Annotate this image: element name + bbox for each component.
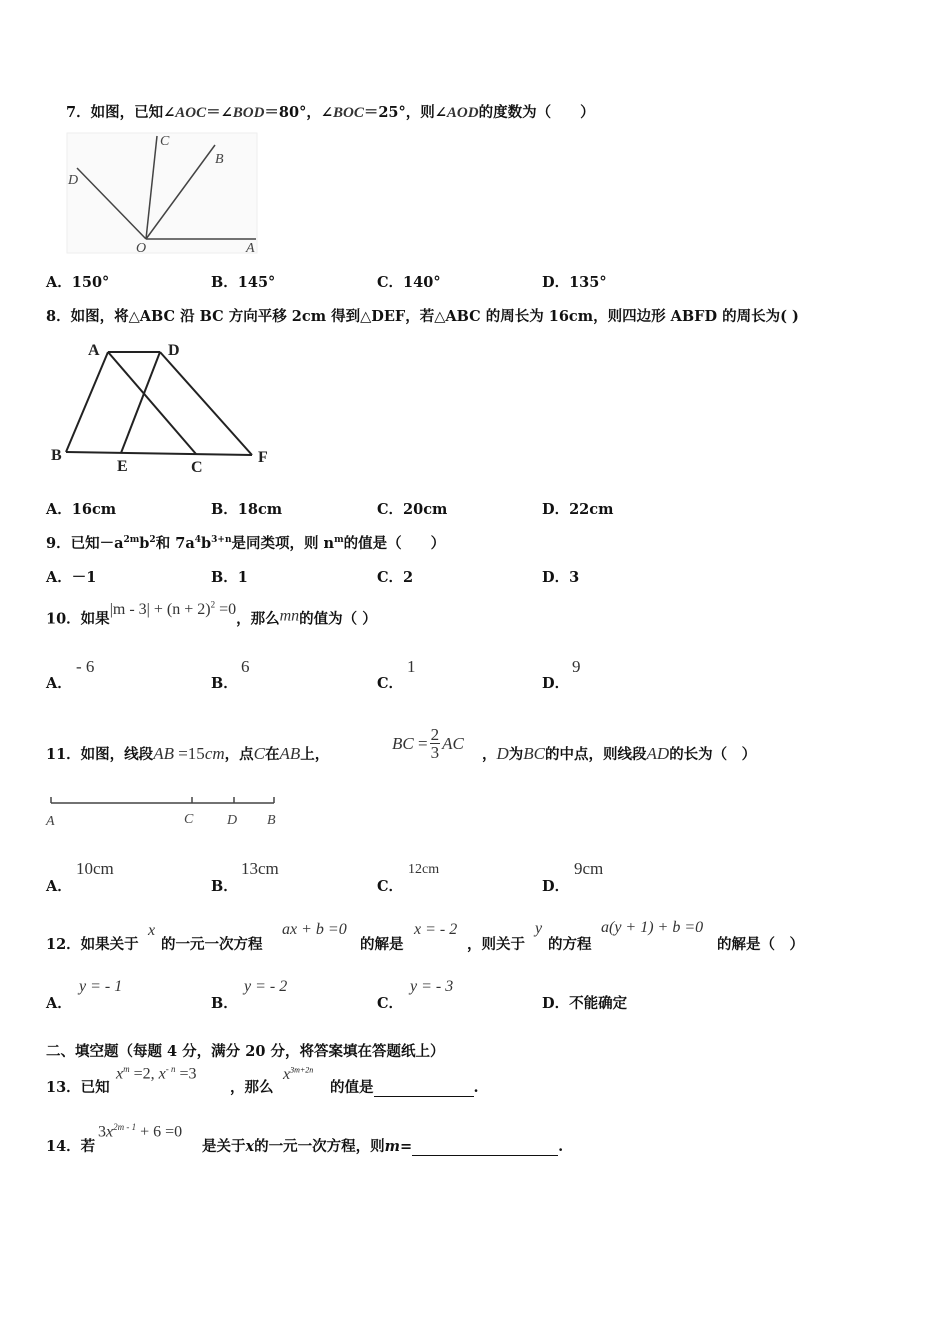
q9-option-b[interactable]: B．1 [211, 569, 248, 586]
q14-stem-2: 是关于x的一元一次方程，则m= . [202, 1138, 564, 1155]
figure-background [67, 133, 257, 253]
q13-stem-3: 的值是 . [330, 1079, 479, 1096]
label-c: C [191, 459, 203, 476]
q10-option-c[interactable]: C． [377, 675, 404, 692]
label-o: O [136, 241, 147, 256]
q10-option-a-value: - 6 [76, 657, 95, 676]
segment-bf [66, 452, 252, 455]
fraction: $\frac{2}{3}$ [430, 725, 440, 762]
q12-option-a[interactable]: A． [46, 995, 72, 1012]
q12-stem-3: 的解是 [360, 936, 404, 953]
q7-option-a[interactable]: A．150° [46, 274, 110, 291]
label-c: C [160, 134, 170, 149]
q13-stem-1: 13．已知 [46, 1079, 110, 1096]
q12-option-d[interactable]: D．不能确定 [542, 995, 628, 1012]
label-a: A [246, 241, 255, 256]
q10-option-d[interactable]: D． [542, 675, 570, 692]
q12-option-a-value: y = - 1 [79, 978, 123, 995]
label-c: C [184, 812, 194, 827]
q14-answer-blank[interactable] [412, 1138, 558, 1156]
q11-stem-end: ，D为BC的中点，则线段AD的长为（ ） [482, 744, 757, 763]
q12-var-x: x [148, 922, 156, 939]
q12-solution: x = - 2 [414, 921, 458, 938]
q8-option-b[interactable]: B．18cm [211, 501, 283, 518]
label-b: B [215, 152, 224, 167]
q11-option-b-value: 13cm [241, 859, 279, 878]
label-b: B [267, 813, 276, 828]
q10-option-d-value: 9 [572, 657, 581, 676]
q13-given: $x^m =2$, $x^{- n} =3$ [116, 1064, 197, 1083]
label-b: B [51, 447, 62, 464]
q11-stem: 11．如图，线段AB =15cm，点C在AB上， [46, 744, 330, 763]
segment-ab [66, 352, 108, 452]
q12-option-b-value: y = - 2 [244, 978, 288, 995]
q11-option-c[interactable]: C． [377, 878, 404, 895]
q11-option-d[interactable]: D． [542, 878, 570, 895]
q11-segment-figure [44, 793, 284, 833]
q7-option-b[interactable]: B．145° [211, 274, 276, 291]
label-f: F [258, 449, 268, 466]
q7-option-c[interactable]: C．140° [377, 274, 441, 291]
q11-option-a[interactable]: A． [46, 878, 72, 895]
q9-option-a[interactable]: A．－1 [46, 569, 97, 586]
q11-option-d-value: 9cm [574, 859, 604, 878]
q8-option-c[interactable]: C．20cm [377, 501, 448, 518]
q12-stem-4: ，则关于 [467, 936, 525, 953]
label-a: A [46, 814, 55, 829]
q10-option-b[interactable]: B． [211, 675, 238, 692]
q12-equation-2: a(y + 1) + b =0 [601, 919, 704, 936]
q7-option-d[interactable]: D．135° [542, 274, 607, 291]
q12-option-c-value: y = - 3 [410, 978, 454, 995]
q9-option-c[interactable]: C．2 [377, 569, 414, 586]
q12-stem-6: 的解是（ ） [717, 936, 804, 953]
q7-angle-figure [62, 128, 262, 256]
q11-option-a-value: 10cm [76, 859, 114, 878]
q12-equation-1: ax + b =0 [282, 921, 347, 938]
q9-stem: 9．已知$-a^{2m}b^2$和 $7a^4b^{3+n}$是同类项，则 $n^m$的值是（ ） [46, 535, 446, 552]
q8-stem: 8．如图，将△ABC 沿 BC 方向平移 2cm 得到△DEF，若△ABC 的周长为 16cm，则四边形 ABFD 的周长为( ) [46, 308, 799, 325]
q12-option-c[interactable]: C． [377, 995, 404, 1012]
q11-option-c-value: 12cm [408, 862, 440, 877]
q12-stem-5: 的方程 [548, 936, 592, 953]
q10-option-b-value: 6 [241, 657, 250, 676]
q14-stem-1: 14．若 [46, 1138, 96, 1155]
q14-equation: $3x^{2m - 1} + 6 =0$ [98, 1122, 183, 1141]
q13-answer-blank[interactable] [374, 1079, 474, 1097]
q10-stem: 10．如果$|m - 3| + (n + 2)^2 =0$，那么mn的值为（ ） [46, 600, 377, 628]
q10-option-a[interactable]: A． [46, 675, 72, 692]
q13-stem-2: ，那么 [230, 1079, 274, 1096]
q13-expression: $x^{3m+2n}$ [283, 1065, 314, 1083]
q7-stem: 7．如图，已知∠AOC＝∠BOD＝80°，∠BOC＝25°，则∠AOD的度数为（ ） [66, 104, 595, 121]
q12-stem-1: 12．如果关于 [46, 936, 139, 953]
segment-de [121, 352, 160, 453]
q10-formula: $|m - 3| + (n + 2)^2 =0$ [109, 600, 237, 619]
q12-stem-2: 的一元一次方程 [161, 936, 263, 953]
segment-ac [108, 352, 196, 454]
q8-option-d[interactable]: D．22cm [542, 501, 614, 518]
q12-var-y: y [535, 920, 543, 937]
q9-option-d[interactable]: D．3 [542, 569, 580, 586]
label-e: E [117, 458, 128, 475]
q11-fraction-formula: BC = $\frac{2}{3}$ AC [392, 725, 464, 762]
label-a: A [88, 342, 100, 359]
segment-df [160, 352, 252, 455]
section-2-heading: 二、填空题（每题 4 分，满分 20 分，将答案填在答题纸上） [46, 1043, 445, 1060]
q8-option-a[interactable]: A．16cm [46, 501, 117, 518]
q12-option-b[interactable]: B． [211, 995, 238, 1012]
label-d: D [68, 173, 79, 188]
q8-translation-figure [46, 338, 278, 476]
label-d: D [227, 813, 238, 828]
q11-option-b[interactable]: B． [211, 878, 238, 895]
q10-option-c-value: 1 [407, 657, 416, 676]
label-d: D [168, 342, 180, 359]
